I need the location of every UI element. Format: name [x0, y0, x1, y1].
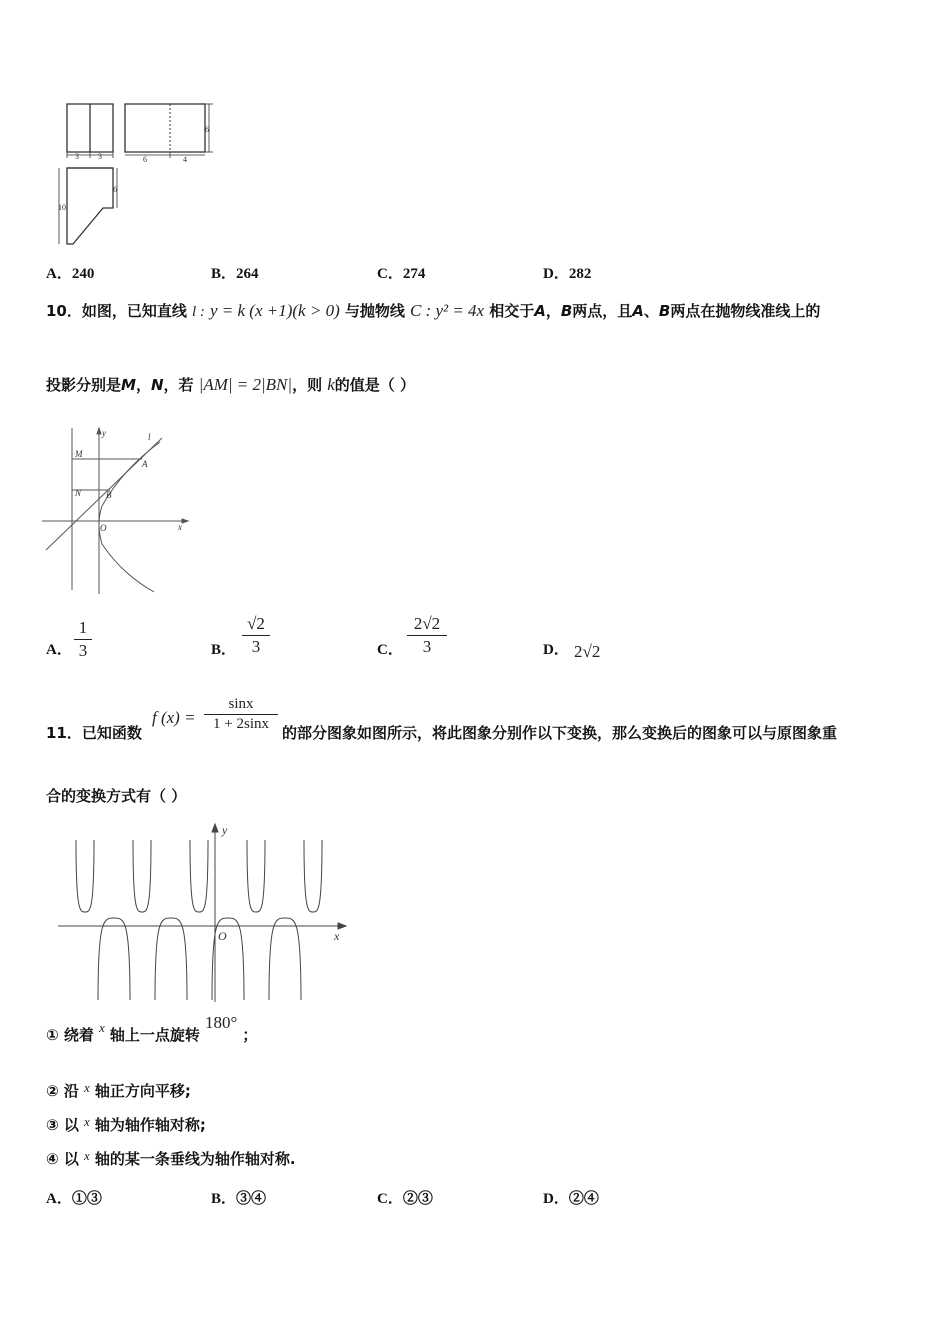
numerator: sinx [228, 696, 254, 712]
q9-option-c[interactable] [377, 262, 425, 283]
upper-branch [247, 840, 265, 912]
condition-expression: |AM| = 2|BN| [198, 375, 293, 394]
option-letter: B． [211, 642, 237, 658]
q11-item-2 [46, 1080, 191, 1101]
option-value: 240 [71, 266, 95, 282]
q11-fx: f (x) = [152, 708, 196, 727]
denominator: 1 + 2sinx [213, 716, 269, 732]
line-equation: y = k (x +1)(k > 0) [209, 301, 340, 320]
lower-branch [98, 918, 130, 1000]
point-m: M [121, 376, 136, 394]
point-a: A [534, 302, 546, 320]
item-text: 轴正方向平移; [94, 1082, 191, 1100]
option-letter: D． [543, 1191, 569, 1207]
q11-option-c[interactable] [377, 1187, 433, 1208]
y-axis-arrow [212, 824, 218, 832]
option-value: 274 [402, 266, 426, 282]
option-value: ②③ [402, 1191, 433, 1207]
axis-label-y: y [222, 823, 228, 837]
option-letter: A． [46, 266, 72, 282]
side-view [125, 104, 205, 152]
question-number: 10．如图，已知直线 [46, 302, 187, 320]
parabola-figure [42, 424, 192, 596]
dim-label: 6 [113, 185, 117, 194]
x-symbol: x [84, 1114, 90, 1129]
option-value: ①③ [71, 1191, 102, 1207]
option-letter: D． [543, 642, 569, 658]
axis-label-y: y [102, 428, 106, 438]
item-text: ④ 以 [46, 1150, 79, 1168]
dim-label: 10 [58, 203, 66, 212]
q9-option-a[interactable] [46, 262, 94, 283]
q11-stem-line2: 合的变换方式有（ ） [46, 787, 187, 805]
stem-text: 与抛物线 [344, 302, 405, 320]
q10-option-b[interactable] [211, 638, 236, 659]
option-letter: C． [377, 266, 403, 282]
option-value: ②④ [568, 1191, 599, 1207]
dim-label: 6 [143, 155, 147, 164]
q11-fraction [204, 696, 278, 733]
q10-option-c-fraction [407, 614, 447, 657]
upper-branch [133, 840, 151, 912]
three-view-figure [55, 98, 225, 250]
q10-stem-line1 [46, 300, 820, 321]
q10-stem-line2 [46, 374, 415, 395]
stem-text: 相交于 [489, 302, 535, 320]
point-a: A [632, 302, 644, 320]
item-text: 轴上一点旋转 [109, 1026, 200, 1044]
option-value: 282 [568, 266, 592, 282]
q9-option-b[interactable] [211, 262, 259, 283]
x-axis-arrow [182, 519, 188, 523]
option-letter: A． [46, 1191, 72, 1207]
stem-text: 两点在抛物线准线上的 [670, 302, 821, 320]
q10-option-c[interactable] [377, 638, 403, 659]
option-letter: B． [211, 1191, 237, 1207]
dim-label: 3 [75, 152, 79, 161]
axis-label-x: x [334, 929, 340, 943]
denominator: 3 [251, 637, 261, 656]
point-b: B [658, 302, 671, 320]
numerator: 2√2 [413, 614, 441, 633]
option-letter: A． [46, 642, 72, 658]
q10-option-b-fraction [242, 614, 270, 657]
q9-option-d[interactable] [543, 262, 591, 283]
q11-stem-tail: 的部分图象如图所示，将此图象分别作以下变换，那么变换后的图象可以与原图象重 [282, 724, 838, 742]
top-view [67, 168, 113, 244]
parabola-equation: C : y² = 4x [409, 301, 485, 320]
q11-option-a[interactable] [46, 1187, 102, 1208]
option-letter: D． [543, 266, 569, 282]
point-n: N [150, 376, 164, 394]
point-b-label: B [106, 490, 112, 500]
numerator: 1 [78, 618, 88, 637]
upper-branch [190, 840, 208, 912]
stem-text: ，若 [163, 376, 194, 394]
item-text: 轴为轴作轴对称; [94, 1116, 206, 1134]
point-n-label: N [75, 488, 82, 498]
denominator: 3 [78, 641, 88, 660]
stem-text: 两点，且 [572, 302, 633, 320]
lower-branch [212, 918, 244, 1000]
q10-option-d-expr: 2√2 [574, 642, 601, 661]
q10-option-a-fraction [74, 618, 92, 661]
stem-text: ，则 [292, 376, 323, 394]
option-value: 264 [236, 266, 259, 282]
upper-branch [76, 840, 94, 912]
line-label: l : [191, 304, 205, 320]
option-letter: B． [211, 266, 237, 282]
origin-label: O [218, 929, 227, 943]
option-letter: C． [377, 1191, 403, 1207]
x-symbol: x [99, 1020, 105, 1035]
q11-lead: 11．已知函数 [46, 724, 142, 742]
parabola-curve [99, 442, 160, 592]
item-text: ； [242, 1026, 258, 1044]
function-graph [54, 822, 350, 1004]
k-symbol: k [327, 375, 335, 394]
q11-option-d[interactable] [543, 1187, 599, 1208]
y-axis-arrow [97, 428, 101, 434]
dim-label: 3 [98, 152, 102, 161]
q11-item-3 [46, 1114, 206, 1135]
q11-option-b[interactable] [211, 1187, 266, 1208]
q10-option-a[interactable] [46, 638, 72, 659]
item-text: ③ 以 [46, 1116, 79, 1134]
line-label: l [148, 432, 151, 442]
upper-branch [304, 840, 322, 912]
numerator: √2 [247, 614, 265, 633]
axis-label-x: x [178, 522, 182, 532]
lower-branch [269, 918, 301, 1000]
denominator: 3 [422, 637, 432, 656]
dim-label: 4 [183, 155, 187, 164]
q11-item-4 [46, 1148, 296, 1169]
stem-text: 的值是（ ） [334, 376, 415, 394]
stem-text: ， [135, 376, 151, 394]
option-value: ③④ [236, 1191, 267, 1207]
stem-text: 、 [643, 302, 659, 320]
item-text: ① 绕着 [46, 1026, 94, 1044]
stem-text: ， [545, 302, 561, 320]
item-text: 轴的某一条垂线为轴作轴对称. [94, 1150, 296, 1168]
stem-text: 投影分别是 [46, 376, 122, 394]
point-a-label: A [142, 459, 148, 469]
x-symbol: x [84, 1080, 90, 1095]
option-letter: C． [377, 642, 403, 658]
origin-label: O [100, 523, 107, 533]
lower-branch [155, 918, 187, 1000]
item-text: ② 沿 [46, 1082, 79, 1100]
point-m-label: M [75, 449, 83, 459]
line-l [46, 438, 162, 550]
dim-label: 6 [205, 125, 209, 134]
degree-value: 180° [205, 1013, 238, 1032]
point-b: B [560, 302, 573, 320]
q10-option-d[interactable] [543, 638, 569, 659]
x-symbol: x [84, 1148, 90, 1163]
q11-item-1 [46, 1013, 258, 1045]
